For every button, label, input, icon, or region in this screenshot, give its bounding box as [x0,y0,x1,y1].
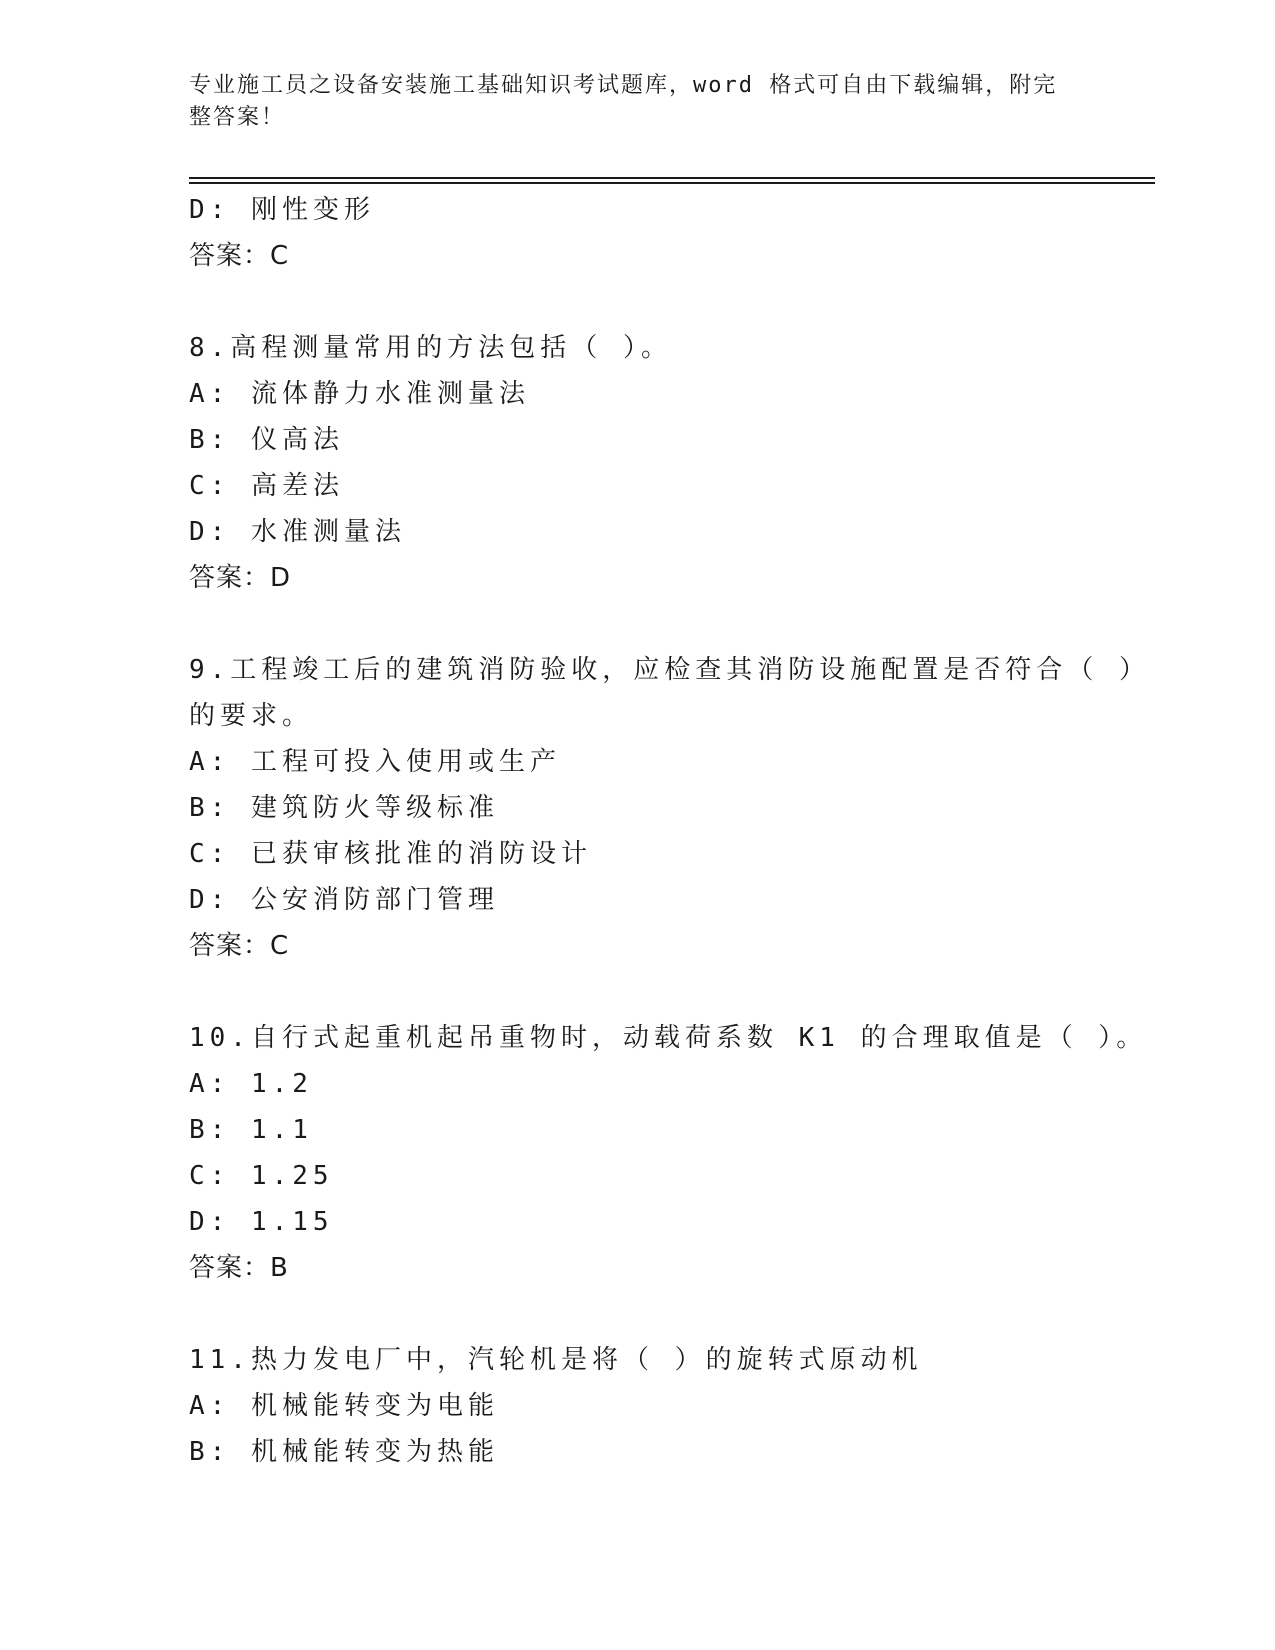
option-c: C: 1.25 [189,1161,334,1191]
option-b: B: 建筑防火等级标准 [189,793,499,823]
option-c: C: 高差法 [189,471,344,501]
answer-line: 答案：B [189,1253,289,1283]
answer-line: 答案：C [189,241,290,271]
option-a: A: 流体静力水准测量法 [189,379,530,409]
option-c: C: 已获审核批准的消防设计 [189,839,592,869]
option-b: B: 1.1 [189,1115,313,1145]
question-8 [189,325,1155,601]
option-d: D: 1.15 [189,1207,334,1237]
previous-question-tail [189,187,1155,279]
option-b: B: 仪高法 [189,425,344,455]
answer-line: 答案：D [189,563,292,593]
question-text: 10.自行式起重机起吊重物时，动载荷系数 K1 的合理取值是（ ）。 [189,1023,1148,1053]
question-text-continued: 的要求。 [189,701,314,731]
header-divider-bottom [189,182,1155,184]
header-line-2: 整答案！ [189,105,286,130]
answer-line: 答案：C [189,931,290,961]
header-divider-top [189,177,1155,179]
option-d: D: 水准测量法 [189,517,406,547]
question-11 [189,1337,1155,1475]
option-a: A: 机械能转变为电能 [189,1391,499,1421]
question-text: 9.工程竣工后的建筑消防验收，应检查其消防设施配置是否符合（ ） [189,655,1150,685]
question-text: 11.热力发电厂中，汽轮机是将（ ）的旋转式原动机 [189,1345,923,1375]
option-a: A: 1.2 [189,1069,313,1099]
option-d: D: 公安消防部门管理 [189,885,499,915]
option-b: B: 机械能转变为热能 [189,1437,499,1467]
header-line-1: 专业施工员之设备安装施工基础知识考试题库，word 格式可自由下载编辑，附完 [189,73,1058,98]
question-list [189,187,1155,1475]
question-10 [189,1015,1155,1291]
question-text: 8.高程测量常用的方法包括（ ）。 [189,333,672,363]
document-header [189,70,1089,134]
option-d: D: 刚性变形 [189,195,375,225]
option-a: A: 工程可投入使用或生产 [189,747,561,777]
question-9 [189,647,1155,969]
